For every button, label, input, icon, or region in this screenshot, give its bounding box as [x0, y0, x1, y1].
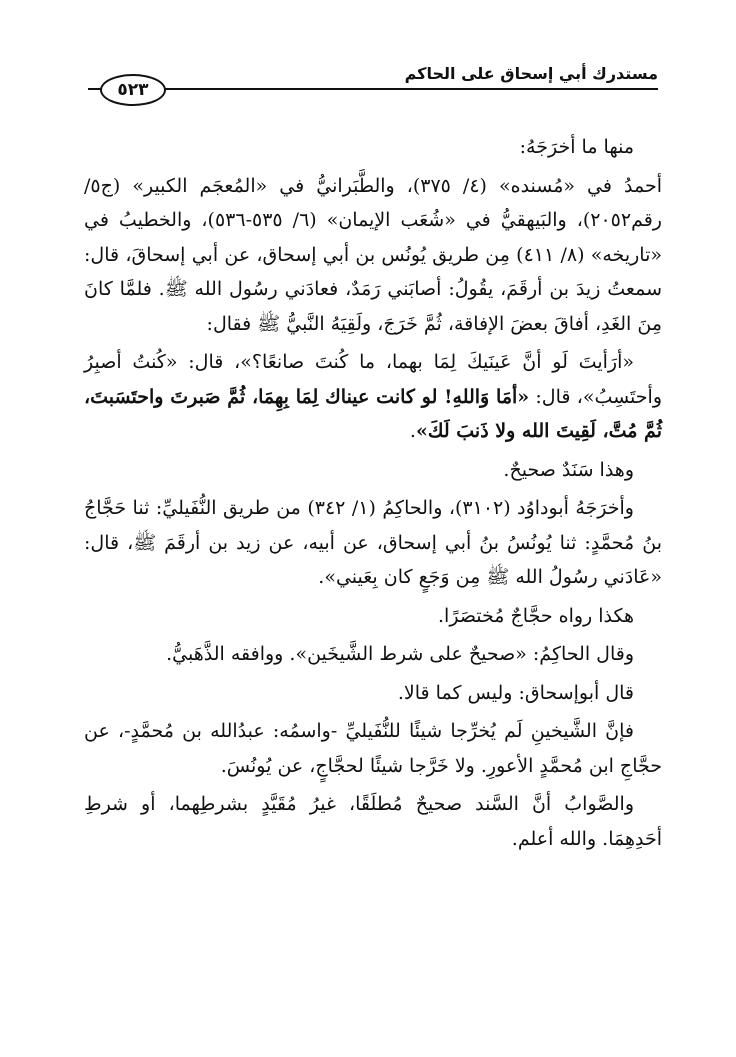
paragraph-abudawud: وأخرَجَهُ أبوداوُد (٣١٠٢)، والحاكِمُ (١/ ٣٤٢) من طريق النُّفَيليِّ: ثنا حَجَّاجُ بنُ مُحمَّدٍ: ثنا يُونُسُ بنُ أبي إسحاق، عن أبيه، عن زيد بن أرقَمَ ﷺ، قال: «عَادَني رسُولُ الله ﷺ مِن وَجَعٍ كان بِعَيني». — [84, 497, 662, 588]
page-number: ٥٢٣ — [100, 74, 166, 106]
paragraph-takhrij: أحمدُ في «مُسنده» (٤/ ٣٧٥)، والطَّبَرانيُّ في «المُعجَم الكبير» (ج٥/ رقم٢٠٥٢)، والبَيهقيُّ في «شُعَب الإيمان» (٦/ ٥٣٥-٥٣٦)، والخطيبُ في «تاريخه» (٨/ ٤١١) مِن طريق يُونُس بن أبي إسحاق، عن أبي إسحاقَ، قال: سمعتُ زيدَ بن أرقَمَ، يقُولُ: أصابَني رَمَدٌ، فعادَني رسُول الله ﷺ. فلمَّا كانَ مِنَ الغَدِ، أفاقَ بعضَ الإفاقة، ثُمَّ خَرَجَ، ولَقِيَهُ النَّبيُّ ﷺ فقال: — [84, 174, 662, 335]
header-rule — [88, 88, 658, 90]
paragraph-grading: وهذا سَنَدٌ صحيحٌ. — [503, 458, 634, 481]
paragraph-intro: منها ما أخرَجَهُ: — [519, 136, 634, 158]
page-body — [84, 130, 662, 860]
paragraph-hajjaj: هكذا رواه حجَّاجٌ مُختصَرًا. — [438, 604, 634, 627]
paragraph-conclusion: والصَّوابُ أنَّ السَّند صحيحٌ مُطلَقًا، غيرُ مُقَيَّدٍ بشرطِهما، أو شرطِ أحَدِهِمَا. والله أعلم. — [84, 793, 662, 850]
paragraph-hakim: وقال الحاكِمُ: «صحيحٌ على شرط الشَّيخَين». ووافقه الذَّهَبيُّ. — [166, 643, 634, 665]
hadith-text: «أمَا وَاللهِ! لو كانت عيناك لِمَا بِهِمَا، ثُمَّ صَبرتَ واحتَسَبتَ، ثُمَّ مُتَّ، لَقِيتَ الله ولا ذَنبَ لَكَ» — [84, 385, 662, 442]
hadith-question: «أرَأيتَ لَو أنَّ عَينَيكَ لِمَا بهما، ما كُنتَ صانعًا؟»، قال: «كُنتُ أصبِرُ وأحتَسِبُ»، قال: — [84, 351, 662, 408]
page-header — [88, 64, 658, 104]
hadith-end: . — [409, 420, 416, 442]
paragraph-shaykhayn: فإنَّ الشَّيخينِ لَم يُخرِّجا شيئًا للنُّفَيليِّ -واسمُه: عبدُالله بن مُحمَّدٍ-، عن حجَّاجِ ابن مُحمَّدٍ الأعورِ. ولا خَرَّجا شيئًا لحجَّاجٍ، عن يُونُسَ. — [84, 720, 662, 777]
book-title: مستدرك أبي إسحاق على الحاكم — [404, 64, 658, 83]
paragraph-hadith — [84, 345, 662, 449]
paragraph-abuishaq: قال أبوإسحاق: وليس كما قالا. — [397, 681, 634, 704]
